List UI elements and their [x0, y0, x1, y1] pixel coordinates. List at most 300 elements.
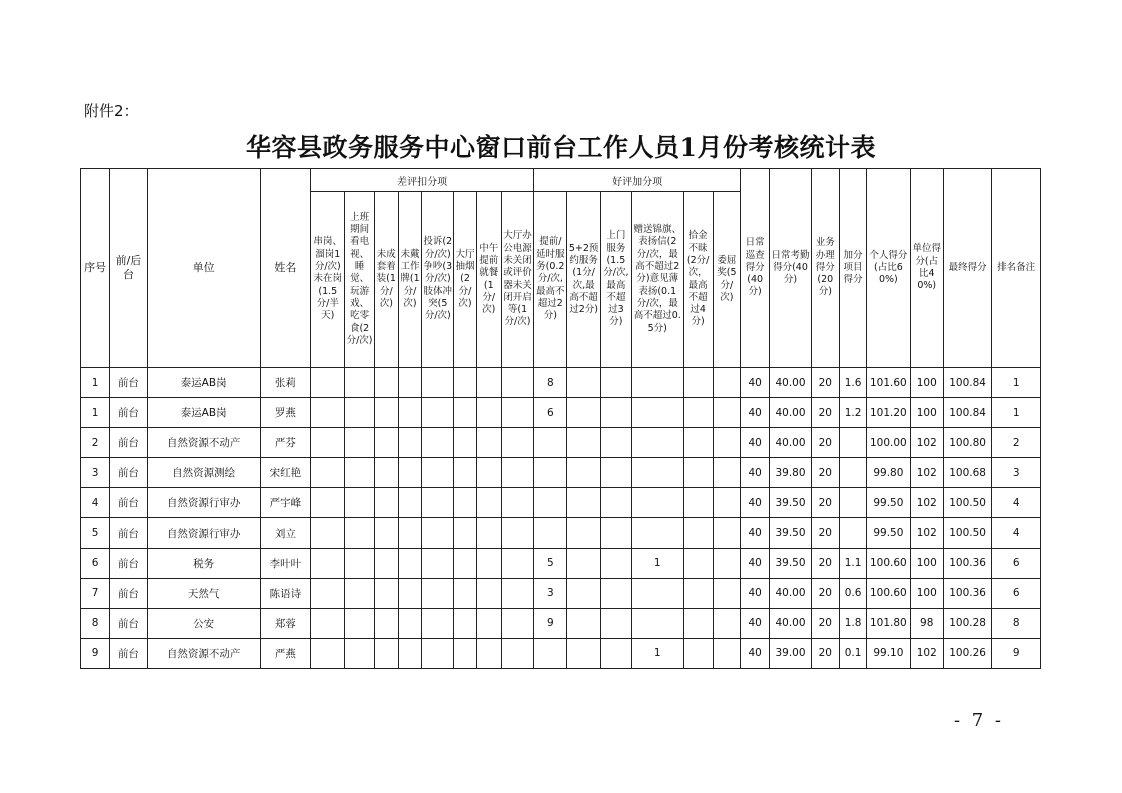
final-score-cell: 100.68: [943, 458, 991, 488]
positive-score-cell: [567, 608, 600, 638]
name-cell: 严燕: [260, 638, 310, 668]
positive-score-cell: [632, 608, 683, 638]
inspect-score-cell: 40: [741, 548, 770, 578]
header-pos-1: 提前/延时服务(0.2分/次,最高不超过2分): [534, 192, 567, 368]
negative-score-cell: [476, 608, 501, 638]
positive-score-cell: 1: [632, 638, 683, 668]
positive-score-cell: [600, 638, 631, 668]
rank-cell: 6: [992, 548, 1041, 578]
negative-score-cell: [398, 488, 421, 518]
final-score-cell: 100.80: [943, 428, 991, 458]
personal-score-cell: 101.60: [867, 368, 910, 398]
negative-score-cell: [422, 608, 454, 638]
positive-score-cell: [713, 638, 740, 668]
positive-score-cell: [534, 488, 567, 518]
attendance-score-cell: 39.80: [770, 458, 811, 488]
table-row: [81, 488, 1041, 518]
negative-score-cell: [345, 428, 374, 458]
positive-score-cell: [713, 578, 740, 608]
positive-score-cell: [713, 368, 740, 398]
negative-score-cell: [476, 488, 501, 518]
business-score-cell: 20: [811, 548, 839, 578]
negative-score-cell: [422, 488, 454, 518]
negative-score-cell: [311, 398, 345, 428]
business-score-cell: 20: [811, 428, 839, 458]
inspect-score-cell: 40: [741, 518, 770, 548]
unit-cell: 自然资源测绘: [147, 458, 260, 488]
business-score-cell: 20: [811, 398, 839, 428]
unit-score-cell: 102: [910, 488, 943, 518]
table-row: [81, 548, 1041, 578]
bonus-score-cell: 0.6: [839, 578, 866, 608]
negative-score-cell: [398, 608, 421, 638]
bonus-score-cell: 0.1: [839, 638, 866, 668]
negative-score-cell: [501, 368, 533, 398]
positive-score-cell: [632, 458, 683, 488]
rank-cell: 4: [992, 488, 1041, 518]
bonus-score-cell: [839, 458, 866, 488]
positive-score-cell: [600, 398, 631, 428]
negative-score-cell: [345, 518, 374, 548]
positive-score-cell: [683, 368, 713, 398]
header-pos-5: 拾金不昧(2分/次，最高不超过4分): [683, 192, 713, 368]
positive-score-cell: [600, 518, 631, 548]
negative-score-cell: [311, 638, 345, 668]
header-pos-6: 委屈奖(5分/次): [713, 192, 740, 368]
desk-cell: 前台: [110, 368, 147, 398]
positive-score-cell: [567, 638, 600, 668]
inspect-score-cell: 40: [741, 488, 770, 518]
positive-score-cell: [683, 638, 713, 668]
unit-cell: 公安: [147, 608, 260, 638]
bonus-score-cell: [839, 518, 866, 548]
header-pos-4: 赠送锦旗、表扬信(2分/次，最高不超过2分)意见薄表扬(0.1分/次，最高不超过0.5分): [632, 192, 683, 368]
seq-cell: 1: [81, 368, 110, 398]
seq-cell: 5: [81, 518, 110, 548]
negative-score-cell: [311, 608, 345, 638]
desk-cell: 前台: [110, 458, 147, 488]
name-cell: 李叶叶: [260, 548, 310, 578]
rank-cell: 2: [992, 428, 1041, 458]
attendance-score-cell: 39.50: [770, 488, 811, 518]
negative-score-cell: [398, 548, 421, 578]
negative-score-cell: [374, 608, 398, 638]
final-score-cell: 100.28: [943, 608, 991, 638]
negative-score-cell: [374, 578, 398, 608]
final-score-cell: 100.26: [943, 638, 991, 668]
business-score-cell: 20: [811, 368, 839, 398]
personal-score-cell: 101.20: [867, 398, 910, 428]
negative-score-cell: [374, 368, 398, 398]
negative-score-cell: [398, 428, 421, 458]
desk-cell: 前台: [110, 578, 147, 608]
table-row: [81, 578, 1041, 608]
positive-score-cell: [534, 638, 567, 668]
page-title: 华容县政务服务中心窗口前台工作人员1月份考核统计表: [246, 133, 876, 162]
rank-cell: 8: [992, 608, 1041, 638]
name-cell: 刘立: [260, 518, 310, 548]
seq-cell: 6: [81, 548, 110, 578]
header-business: 业务办理得分(20分): [811, 169, 839, 368]
positive-score-cell: [683, 488, 713, 518]
positive-score-cell: [600, 578, 631, 608]
inspect-score-cell: 40: [741, 368, 770, 398]
negative-score-cell: [501, 458, 533, 488]
header-name: 姓名: [260, 169, 310, 368]
final-score-cell: 100.36: [943, 578, 991, 608]
positive-score-cell: [567, 428, 600, 458]
negative-score-cell: [422, 398, 454, 428]
personal-score-cell: 100.00: [867, 428, 910, 458]
positive-score-cell: [567, 488, 600, 518]
unit-cell: 泰运AB岗: [147, 398, 260, 428]
negative-score-cell: [374, 638, 398, 668]
positive-score-cell: 5: [534, 548, 567, 578]
attendance-score-cell: 40.00: [770, 428, 811, 458]
seq-cell: 8: [81, 608, 110, 638]
inspect-score-cell: 40: [741, 428, 770, 458]
negative-score-cell: [422, 458, 454, 488]
positive-score-cell: [713, 548, 740, 578]
negative-score-cell: [476, 548, 501, 578]
personal-score-cell: 100.60: [867, 578, 910, 608]
bonus-score-cell: [839, 428, 866, 458]
negative-score-cell: [345, 398, 374, 428]
header-neg-1: 串岗、溜岗1分/次)未在岗(1.5分/半天): [311, 192, 345, 368]
unit-cell: 自然资源不动产: [147, 428, 260, 458]
unit-cell: 自然资源行审办: [147, 518, 260, 548]
negative-score-cell: [476, 428, 501, 458]
unit-cell: 自然资源不动产: [147, 638, 260, 668]
unit-score-cell: 100: [910, 398, 943, 428]
negative-score-cell: [374, 428, 398, 458]
header-bonus: 加分项目得分: [839, 169, 866, 368]
name-cell: 张莉: [260, 368, 310, 398]
positive-score-cell: [713, 458, 740, 488]
negative-score-cell: [501, 518, 533, 548]
table-row: [81, 398, 1041, 428]
unit-cell: 泰运AB岗: [147, 368, 260, 398]
header-neg-7: 中午提前就餐(1分/次): [476, 192, 501, 368]
bonus-score-cell: 1.1: [839, 548, 866, 578]
negative-score-cell: [454, 608, 476, 638]
negative-score-cell: [345, 578, 374, 608]
unit-score-cell: 102: [910, 518, 943, 548]
positive-score-cell: [534, 458, 567, 488]
inspect-score-cell: 40: [741, 608, 770, 638]
negative-score-cell: [422, 548, 454, 578]
negative-score-cell: [501, 428, 533, 458]
rank-cell: 1: [992, 368, 1041, 398]
personal-score-cell: 99.50: [867, 488, 910, 518]
positive-score-cell: [632, 368, 683, 398]
header-neg-5: 投诉(2分/次)争吵(3分/次)肢体冲突(5分/次): [422, 192, 454, 368]
business-score-cell: 20: [811, 518, 839, 548]
positive-score-cell: [567, 518, 600, 548]
name-cell: 严芬: [260, 428, 310, 458]
inspect-score-cell: 40: [741, 398, 770, 428]
personal-score-cell: 100.60: [867, 548, 910, 578]
negative-score-cell: [454, 548, 476, 578]
negative-score-cell: [476, 518, 501, 548]
negative-score-cell: [311, 578, 345, 608]
personal-score-cell: 99.10: [867, 638, 910, 668]
inspect-score-cell: 40: [741, 578, 770, 608]
desk-cell: 前台: [110, 398, 147, 428]
attachment-label: 附件2：: [84, 102, 139, 120]
positive-score-cell: [534, 518, 567, 548]
negative-score-cell: [398, 578, 421, 608]
business-score-cell: 20: [811, 608, 839, 638]
table-row: [81, 458, 1041, 488]
header-attendance: 日常考勤得分(40分): [770, 169, 811, 368]
business-score-cell: 20: [811, 578, 839, 608]
positive-score-cell: 6: [534, 398, 567, 428]
positive-score-cell: [632, 428, 683, 458]
bonus-score-cell: [839, 488, 866, 518]
negative-score-cell: [476, 458, 501, 488]
negative-score-cell: [374, 458, 398, 488]
negative-score-cell: [422, 428, 454, 458]
seq-cell: 4: [81, 488, 110, 518]
attendance-score-cell: 39.00: [770, 638, 811, 668]
negative-score-cell: [422, 518, 454, 548]
positive-score-cell: [683, 428, 713, 458]
table-row: [81, 638, 1041, 668]
attendance-score-cell: 40.00: [770, 398, 811, 428]
inspect-score-cell: 40: [741, 458, 770, 488]
business-score-cell: 20: [811, 488, 839, 518]
negative-score-cell: [374, 398, 398, 428]
positive-score-cell: [600, 608, 631, 638]
unit-score-cell: 100: [910, 578, 943, 608]
negative-score-cell: [345, 458, 374, 488]
negative-score-cell: [454, 638, 476, 668]
negative-score-cell: [345, 638, 374, 668]
negative-score-cell: [374, 488, 398, 518]
positive-score-cell: [567, 578, 600, 608]
rank-cell: 4: [992, 518, 1041, 548]
negative-score-cell: [398, 458, 421, 488]
positive-score-cell: [567, 548, 600, 578]
positive-score-cell: [713, 608, 740, 638]
header-neg-6: 大厅抽烟(2分/次): [454, 192, 476, 368]
attendance-score-cell: 39.50: [770, 548, 811, 578]
negative-score-cell: [422, 368, 454, 398]
positive-score-cell: [567, 368, 600, 398]
positive-score-cell: [600, 548, 631, 578]
negative-score-cell: [345, 548, 374, 578]
desk-cell: 前台: [110, 428, 147, 458]
positive-score-cell: [683, 458, 713, 488]
negative-score-cell: [476, 578, 501, 608]
positive-score-cell: [683, 548, 713, 578]
positive-score-cell: 3: [534, 578, 567, 608]
seq-cell: 3: [81, 458, 110, 488]
negative-score-cell: [476, 368, 501, 398]
header-positive-group: 好评加分项: [534, 169, 741, 192]
positive-score-cell: [534, 428, 567, 458]
negative-score-cell: [374, 518, 398, 548]
final-score-cell: 100.50: [943, 488, 991, 518]
negative-score-cell: [501, 398, 533, 428]
header-unit: 单位: [147, 169, 260, 368]
positive-score-cell: [600, 488, 631, 518]
negative-score-cell: [454, 488, 476, 518]
negative-score-cell: [311, 428, 345, 458]
positive-score-cell: [600, 458, 631, 488]
table-row: [81, 368, 1041, 398]
header-neg-8: 大厅办公电源未关闭或评价器未关闭开启等(1分/次): [501, 192, 533, 368]
negative-score-cell: [398, 398, 421, 428]
positive-score-cell: [600, 368, 631, 398]
negative-score-cell: [422, 578, 454, 608]
negative-score-cell: [454, 518, 476, 548]
personal-score-cell: 101.80: [867, 608, 910, 638]
rank-cell: 6: [992, 578, 1041, 608]
negative-score-cell: [476, 398, 501, 428]
assessment-table: [80, 168, 1041, 669]
negative-score-cell: [454, 368, 476, 398]
unit-score-cell: 102: [910, 458, 943, 488]
positive-score-cell: [632, 578, 683, 608]
attendance-score-cell: 40.00: [770, 608, 811, 638]
business-score-cell: 20: [811, 638, 839, 668]
table-row: [81, 428, 1041, 458]
positive-score-cell: 8: [534, 368, 567, 398]
bonus-score-cell: 1.2: [839, 398, 866, 428]
table-row: [81, 608, 1041, 638]
final-score-cell: 100.36: [943, 548, 991, 578]
header-neg-3: 未成套着装(1分/次): [374, 192, 398, 368]
negative-score-cell: [311, 488, 345, 518]
header-final: 最终得分: [943, 169, 991, 368]
page-number: - 7 -: [953, 710, 1004, 731]
unit-score-cell: 100: [910, 368, 943, 398]
negative-score-cell: [454, 428, 476, 458]
header-neg-2: 上班期间看电视、睡觉、玩游戏、吃零食(2分/次): [345, 192, 374, 368]
header-neg-4: 未戴工作牌(1分/次): [398, 192, 421, 368]
header-personal: 个人得分(占比60%): [867, 169, 910, 368]
table-body: [81, 368, 1041, 669]
positive-score-cell: 1: [632, 548, 683, 578]
positive-score-cell: [567, 458, 600, 488]
final-score-cell: 100.84: [943, 368, 991, 398]
header-pos-3: 上门服务(1.5分/次,最高不超过3分): [600, 192, 631, 368]
negative-score-cell: [311, 518, 345, 548]
positive-score-cell: [632, 398, 683, 428]
positive-score-cell: [683, 398, 713, 428]
unit-cell: 天然气: [147, 578, 260, 608]
seq-cell: 9: [81, 638, 110, 668]
attendance-score-cell: 39.50: [770, 518, 811, 548]
business-score-cell: 20: [811, 458, 839, 488]
negative-score-cell: [501, 608, 533, 638]
seq-cell: 1: [81, 398, 110, 428]
negative-score-cell: [501, 638, 533, 668]
negative-score-cell: [311, 458, 345, 488]
header-unit-score: 单位得分(占比40%): [910, 169, 943, 368]
desk-cell: 前台: [110, 608, 147, 638]
inspect-score-cell: 40: [741, 638, 770, 668]
rank-cell: 3: [992, 458, 1041, 488]
header-inspect: 日常巡查得分(40分): [741, 169, 770, 368]
negative-score-cell: [374, 548, 398, 578]
bonus-score-cell: 1.8: [839, 608, 866, 638]
name-cell: 罗燕: [260, 398, 310, 428]
header-desk: 前/后台: [110, 169, 147, 368]
desk-cell: 前台: [110, 548, 147, 578]
name-cell: 郑蓉: [260, 608, 310, 638]
negative-score-cell: [398, 368, 421, 398]
name-cell: 陈语诗: [260, 578, 310, 608]
desk-cell: 前台: [110, 638, 147, 668]
desk-cell: 前台: [110, 518, 147, 548]
positive-score-cell: [713, 518, 740, 548]
negative-score-cell: [454, 458, 476, 488]
negative-score-cell: [398, 518, 421, 548]
header-rank: 排名备注: [992, 169, 1041, 368]
desk-cell: 前台: [110, 488, 147, 518]
positive-score-cell: [713, 488, 740, 518]
unit-cell: 税务: [147, 548, 260, 578]
negative-score-cell: [422, 638, 454, 668]
positive-score-cell: [683, 608, 713, 638]
seq-cell: 2: [81, 428, 110, 458]
bonus-score-cell: 1.6: [839, 368, 866, 398]
positive-score-cell: [713, 428, 740, 458]
positive-score-cell: [567, 398, 600, 428]
unit-score-cell: 102: [910, 638, 943, 668]
negative-score-cell: [454, 578, 476, 608]
negative-score-cell: [345, 608, 374, 638]
header-pos-2: 5+2预约服务(1分/次,最高不超过2分): [567, 192, 600, 368]
final-score-cell: 100.50: [943, 518, 991, 548]
unit-score-cell: 102: [910, 428, 943, 458]
attendance-score-cell: 40.00: [770, 578, 811, 608]
negative-score-cell: [398, 638, 421, 668]
rank-cell: 9: [992, 638, 1041, 668]
negative-score-cell: [311, 548, 345, 578]
final-score-cell: 100.84: [943, 398, 991, 428]
negative-score-cell: [501, 578, 533, 608]
attendance-score-cell: 40.00: [770, 368, 811, 398]
positive-score-cell: 9: [534, 608, 567, 638]
name-cell: 严宇峰: [260, 488, 310, 518]
unit-score-cell: 98: [910, 608, 943, 638]
positive-score-cell: [632, 488, 683, 518]
positive-score-cell: [600, 428, 631, 458]
header-negative-group: 差评扣分项: [311, 169, 534, 192]
positive-score-cell: [683, 518, 713, 548]
unit-cell: 自然资源行审办: [147, 488, 260, 518]
negative-score-cell: [476, 638, 501, 668]
negative-score-cell: [501, 548, 533, 578]
unit-score-cell: 100: [910, 548, 943, 578]
negative-score-cell: [311, 368, 345, 398]
positive-score-cell: [713, 398, 740, 428]
name-cell: 宋红艳: [260, 458, 310, 488]
negative-score-cell: [345, 488, 374, 518]
positive-score-cell: [683, 578, 713, 608]
personal-score-cell: 99.80: [867, 458, 910, 488]
positive-score-cell: [632, 518, 683, 548]
header-seq: 序号: [81, 169, 110, 368]
negative-score-cell: [345, 368, 374, 398]
personal-score-cell: 99.50: [867, 518, 910, 548]
table-row: [81, 518, 1041, 548]
rank-cell: 1: [992, 398, 1041, 428]
